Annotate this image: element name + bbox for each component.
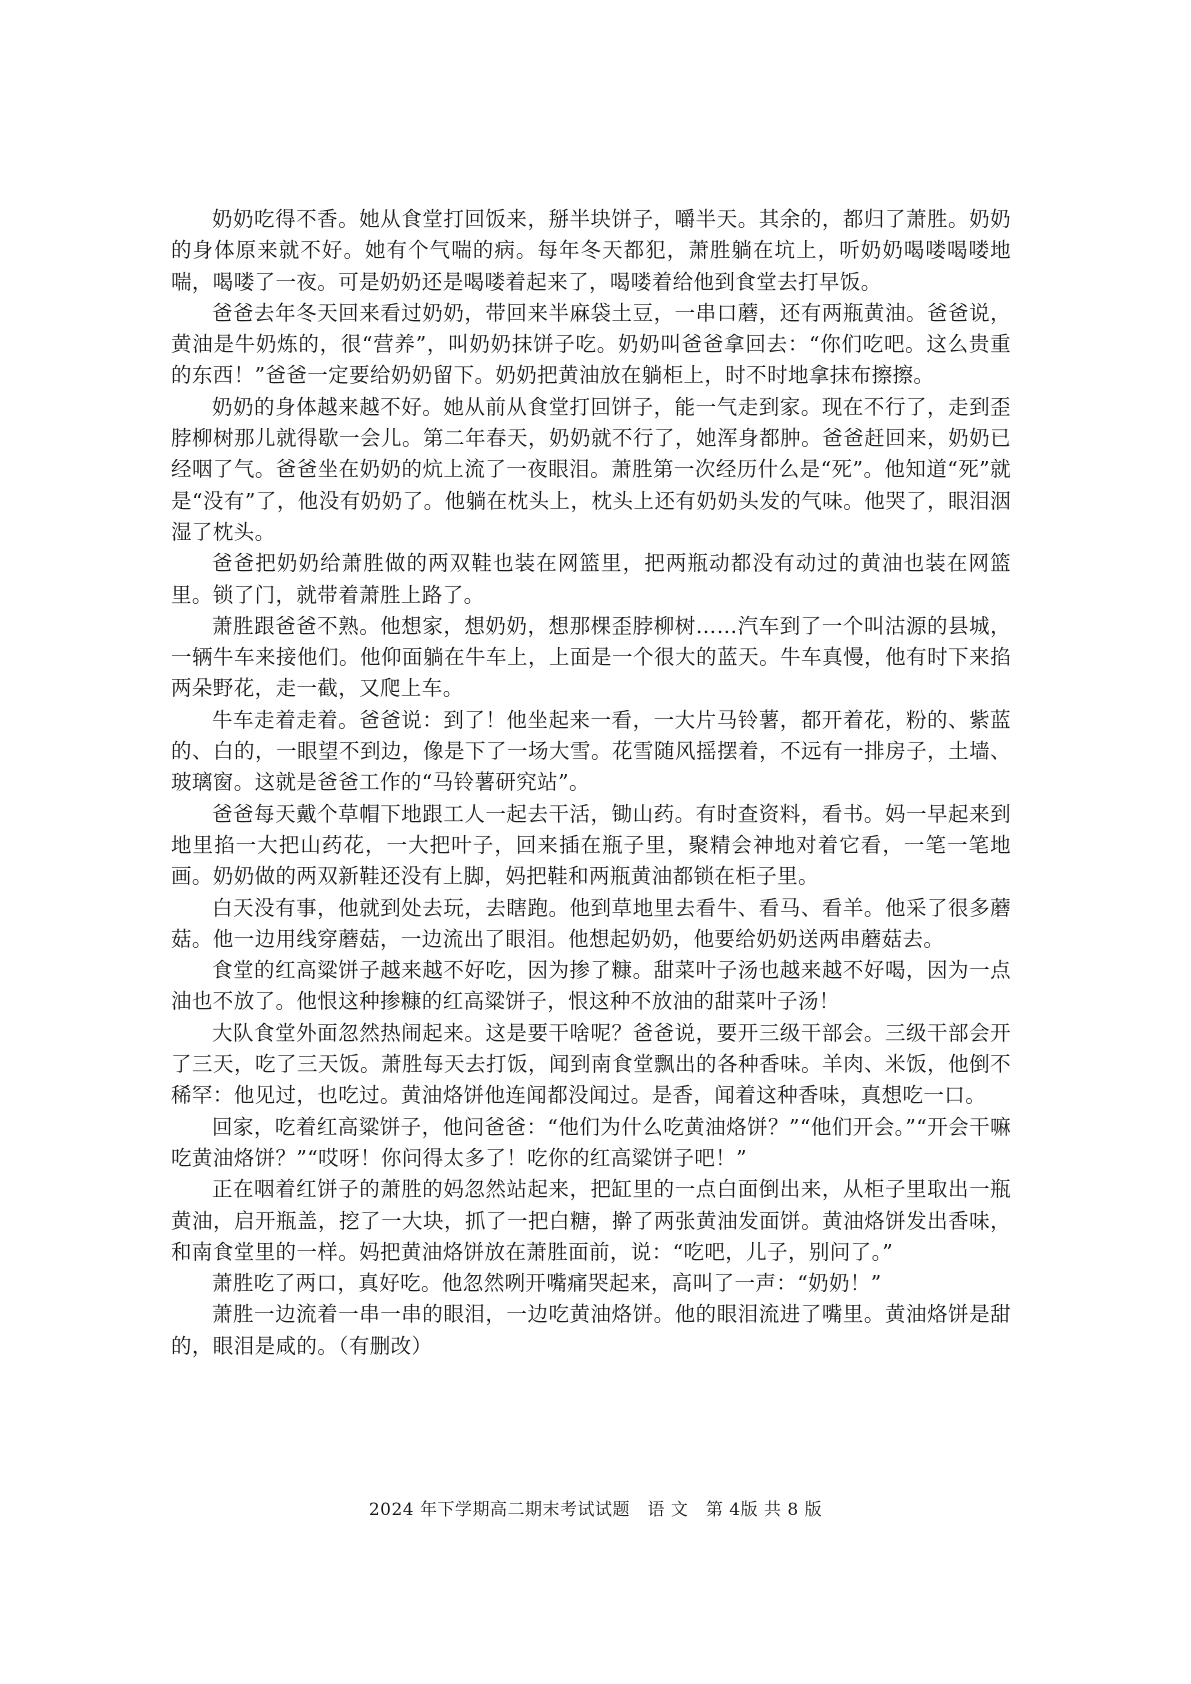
paragraph: 奶奶的身体越来越不好。她从前从食堂打回饼子，能一气走到家。现在不行了，走到歪脖柳树那儿就得歇一会儿。第二年春天，奶奶就不行了，她浑身都肿。爸爸赶回来，奶奶已经咽了气。爸爸坐在奶奶的炕上流了一夜眼泪。萧胜第一次经历什么是“死”。他知道“死”就是“没有”了，他没有奶奶了。他躺在枕头上，枕头上还有奶奶头发的气味。他哭了，眼泪洇湿了枕头。 [171,394,1011,544]
paragraph: 食堂的红高粱饼子越来越不好吃，因为掺了糠。甜菜叶子汤也越来越不好喝，因为一点油也不放了。他恨这种掺糠的红高粱饼子，恨这种不放油的甜菜叶子汤！ [171,958,1011,1014]
paragraph: 大队食堂外面忽然热闹起来。这是要干啥呢？爸爸说，要开三级干部会。三级干部会开了三天，吃了三天饭。萧胜每天去打饭，闻到南食堂飘出的各种香味。羊肉、米饭，他倒不稀罕：他见过，也吃过。黄油烙饼他连闻都没闻过。是香，闻着这种香味，真想吃一口。 [171,1020,1011,1108]
paragraph: 回家，吃着红高粱饼子，他问爸爸：“他们为什么吃黄油烙饼？”“他们开会。”“开会干嘛吃黄油烙饼？”“哎呀！你问得太多了！吃你的红高粱饼子吧！” [171,1114,1011,1170]
paragraph: 牛车走着走着。爸爸说：到了！他坐起来一看，一大片马铃薯，都开着花，粉的、紫蓝的、白的，一眼望不到边，像是下了一场大雪。花雪随风摇摆着，不远有一排房子，土墙、玻璃窗。这就是爸爸工作的“马铃薯研究站”。 [171,707,1011,795]
paragraph: 白天没有事，他就到处去玩，去瞎跑。他到草地里去看牛、看马、看羊。他采了很多蘑菇。他一边用线穿蘑菇，一边流出了眼泪。他想起奶奶，他要给奶奶送两串蘑菇去。 [171,895,1011,951]
article-body [171,204,1011,1362]
paragraph: 正在咽着红饼子的萧胜的妈忽然站起来，把缸里的一点白面倒出来，从柜子里取出一瓶黄油，启开瓶盖，挖了一大块，抓了一把白糖，擀了两张黄油发面饼。黄油烙饼发出香味，和南食堂里的一样。妈把黄油烙饼放在萧胜面前，说：“吃吧，儿子，别问了。” [171,1177,1011,1264]
paragraph: 萧胜跟爸爸不熟。他想家，想奶奶，想那棵歪脖柳树……汽车到了一个叫沽源的县城，一辆牛车来接他们。他仰面躺在牛车上，上面是一个很大的蓝天。牛车真慢，他有时下来掐两朵野花，走一截，又爬上车。 [171,613,1011,701]
paragraph: 萧胜一边流着一串一串的眼泪，一边吃黄油烙饼。他的眼泪流进了嘴里。黄油烙饼是甜的，眼泪是咸的。（有删改） [171,1302,1011,1358]
paragraph: 萧胜吃了两口，真好吃。他忽然咧开嘴痛哭起来，高叫了一声：“奶奶！” [212,1271,882,1296]
paragraph: 爸爸去年冬天回来看过奶奶，带回来半麻袋土豆，一串口蘑，还有两瓶黄油。爸爸说，黄油是牛奶炼的，很“营养”，叫奶奶抹饼子吃。奶奶叫爸爸拿回去：“你们吃吧。这么贵重的东西！”爸爸一定要给奶奶留下。奶奶把黄油放在躺柜上，时不时地拿抹布擦擦。 [171,300,1011,388]
paragraph: 奶奶吃得不香。她从食堂打回饭来，掰半块饼子，嚼半天。其余的，都归了萧胜。奶奶的身体原来就不好。她有个气喘的病。每年冬天都犯，萧胜躺在坑上，听奶奶喝喽喝喽地喘，喝喽了一夜。可是奶奶还是喝喽着起来了，喝喽着给他到食堂去打早饭。 [171,207,1011,294]
paragraph: 爸爸把奶奶给萧胜做的两双鞋也装在网篮里，把两瓶动都没有动过的黄油也装在网篮里。锁了门，就带着萧胜上路了。 [171,551,1011,607]
paragraph: 爸爸每天戴个草帽下地跟工人一起去干活，锄山药。有时查资料，看书。妈一早起来到地里掐一大把山药花，一大把叶子，回来插在瓶子里，聚精会神地对着它看，一笔一笔地画。奶奶做的两双新鞋还没有上脚，妈把鞋和两瓶黄油都锁在柜子里。 [171,801,1011,889]
page-footer: 2024 年下学期高二期末考试试题 语 文 第 4版 共 8 版 [368,1500,823,1520]
